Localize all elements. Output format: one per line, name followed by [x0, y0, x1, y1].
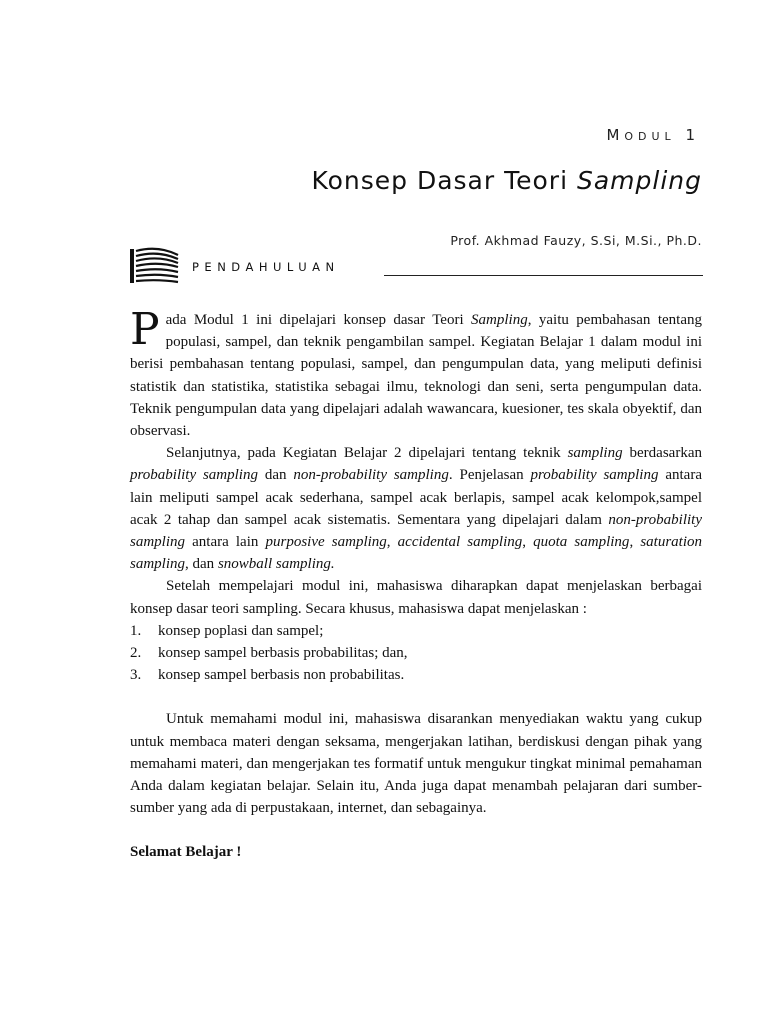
text-run: antara lain — [185, 534, 266, 551]
module-label: Modul 1 — [606, 126, 700, 144]
title-plain: Konsep Dasar Teori — [311, 166, 577, 195]
drop-cap: P — [130, 304, 160, 355]
objectives-list — [130, 620, 702, 687]
text-run: dan — [257, 467, 294, 484]
spacer — [130, 819, 702, 841]
text-run-italic: accidental sampling — [397, 534, 523, 551]
text-run: , dan — [185, 556, 218, 573]
text-run-italic: quota sampling — [533, 534, 630, 551]
text-run: , — [629, 534, 641, 551]
text-run: , — [386, 534, 398, 551]
list-number: 1. — [130, 622, 142, 639]
list-text: konsep sampel berbasis probabilitas; dan, — [158, 645, 408, 662]
text-run: , — [522, 534, 534, 551]
list-number: 2. — [130, 645, 142, 662]
text-run: Selanjutnya, pada Kegiatan Belajar 2 dipelajari tentang teknik — [166, 445, 568, 462]
spacer — [130, 686, 702, 708]
text-run-italic: sampling — [567, 445, 623, 462]
text-run-italic: snowball sampling. — [217, 556, 335, 573]
text-run-italic: purposive sampling — [265, 534, 387, 551]
list-text: konsep poplasi dan sampel; — [158, 622, 324, 639]
page-title — [311, 166, 702, 195]
list-number: 3. — [130, 667, 142, 684]
text-run: berdasarkan — [622, 445, 702, 462]
text-run: , yaitu pembahasan tentang populasi, sampel, dan teknik pengambilan sampel. Kegiatan Belajar 1 dalam modul ini berisi pembahasan tentang populasi, sampel, dan pengumpulan data, yang meliputi definisi statistik dan statistika, statistika sebagai ilmu, teknologi dan seni, serta pengumpulan data. Teknik pengumpulan data yang dipelajari adalah wawancara, kuesioner, tes skala obyektif, dan observasi. — [130, 312, 702, 440]
text-run: . Penjelasan — [448, 467, 531, 484]
text-run-italic: probability sampling — [130, 467, 258, 484]
paragraph-objectives-intro: Setelah mempelajari modul ini, mahasiswa diharapkan dapat menjelaskan berbagai konsep dasar teori sampling. Secara khusus, mahasiswa dapat menjelaskan : — [130, 578, 702, 617]
text-run: antara lain meliputi sampel acak sederhana, sampel acak berlapis, sampel acak kelompok,sampel acak 2 tahap dan sampel acak sistematis. Sementara yang dipelajari dalam — [130, 467, 702, 528]
list-item — [130, 620, 702, 642]
paragraph-kegiatan-2 — [130, 442, 702, 575]
title-italic: Sampling — [576, 166, 702, 195]
text-run: ada Modul 1 ini dipelajari konsep dasar Teori — [165, 312, 472, 328]
text-run-italic: probability sampling — [530, 467, 659, 484]
section-divider — [384, 275, 703, 276]
list-item — [130, 642, 702, 664]
list-text: konsep sampel berbasis non probabilitas. — [158, 667, 405, 684]
text-run-italic: Sampling — [471, 312, 528, 328]
list-item — [130, 664, 702, 686]
section-label: PENDAHULUAN — [192, 260, 340, 274]
paragraph-study-advice: Untuk memahami modul ini, mahasiswa disarankan menyediakan waktu yang cukup untuk membaca materi dengan seksama, mengerjakan latihan, berdiskusi dengan pihak yang memahami materi, dan mengerjakan tes formatif untuk mengukur tingkat minimal pemahaman Anda dalam kegiatan belajar. Selain itu, Anda juga dapat menambah pelajaran dari sumber-sumber yang ada di perpustakaan, internet, dan sebagainya. — [130, 711, 702, 817]
text-run-italic: non-probability sampling — [293, 467, 449, 484]
author-line: Prof. Akhmad Fauzy, S.Si, M.Si., Ph.D. — [450, 233, 702, 248]
body-text — [130, 304, 702, 864]
book-pages-icon — [130, 247, 180, 285]
paragraph-intro — [130, 304, 702, 442]
closing-line: Selamat Belajar ! — [130, 844, 242, 861]
text-run-italic: saturation sampling — [130, 534, 702, 573]
text-run-italic: non-probability sampling — [130, 511, 702, 551]
